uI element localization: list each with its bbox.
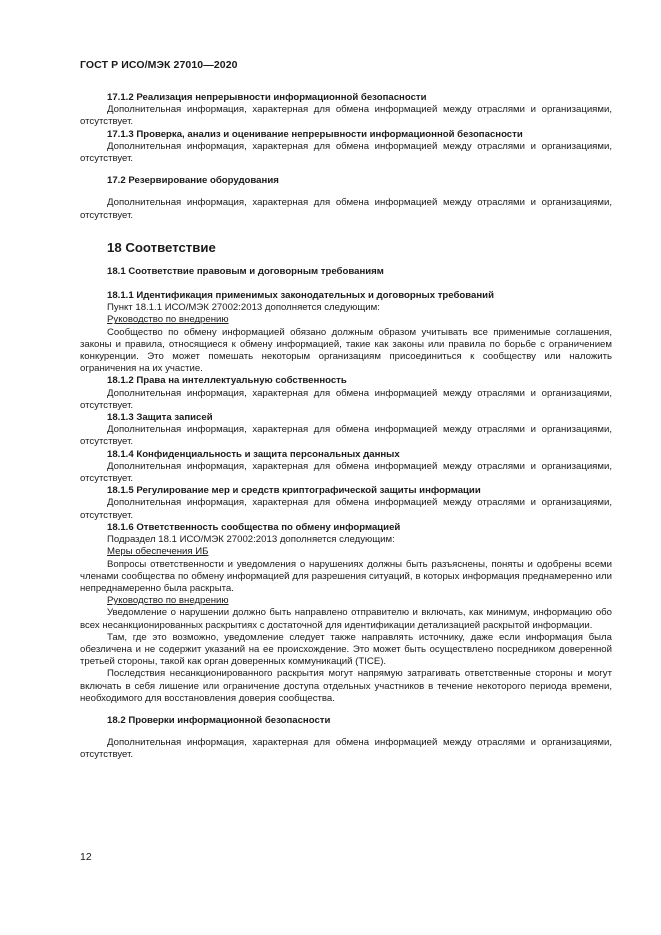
section-18-2-text: Дополнительная информация, характерная для обмена информацией между отраслями и организациями, отсутствует. xyxy=(80,737,612,761)
section-17-1-3-text: Дополнительная информация, характерная для обмена информацией между отраслями и организациями, отсутствует. xyxy=(80,140,612,165)
section-18-1-1-title: 18.1.1 Идентификация применимых законодательных и договорных требований xyxy=(107,290,494,302)
section-18-1-2-title: 18.1.2 Права на интеллектуальную собственность xyxy=(107,375,347,387)
section-18-1-6-guide-label: Руководство по внедрению xyxy=(107,595,229,607)
page-number: 12 xyxy=(80,851,92,863)
standard-header: ГОСТ Р ИСО/МЭК 27010—2020 xyxy=(80,59,238,71)
section-18-1-3-text: Дополнительная информация, характерная для обмена информацией между отраслями и организациями, отсутствует. xyxy=(80,424,612,448)
section-18-2-title: 18.2 Проверки информационной безопасности xyxy=(107,714,331,726)
section-18-1-5-title: 18.1.5 Регулирование мер и средств криптографической защиты информации xyxy=(107,485,481,497)
section-18-1-6-intro: Подраздел 18.1 ИСО/МЭК 27002:2013 дополняется следующим: xyxy=(107,534,395,546)
section-18-1-6-guide-p1: Уведомление о нарушении должно быть направлено отправителю и включать, как минимум, информацию обо всех несанкционированных раскрытиях с достаточной для идентификации детализацией раскрытой информации. xyxy=(80,607,612,631)
section-18-1-2-text: Дополнительная информация, характерная для обмена информацией между отраслями и организациями, отсутствует. xyxy=(80,387,612,411)
section-18-1-6-title: 18.1.6 Ответственность сообщества по обмену информацией xyxy=(107,521,401,533)
section-18-1-1-text: Сообщество по обмену информацией обязано должным образом учитывать все применимые соглашения, законы и правила, относящиеся к обмену информацией, такие как законы или правила по борьбе с ограничением конкуренции. Это может помешать некоторым организациям присоединиться к сообществу или наложить ограничения на их участие. xyxy=(80,326,612,375)
section-17-1-3-title: 17.1.3 Проверка, анализ и оценивание непрерывности информационной безопасности xyxy=(107,128,523,140)
section-18-1-1-intro: Пункт 18.1.1 ИСО/МЭК 27002:2013 дополняется следующим: xyxy=(107,302,380,314)
section-18-1-4-text: Дополнительная информация, характерная для обмена информацией между отраслями и организациями, отсутствует. xyxy=(80,460,612,485)
section-18-title: 18 Соответствие xyxy=(107,239,216,255)
section-18-1-6-guide-p3: Последствия несанкционированного раскрытия могут напрямую затрагивать ответственные стороны и могут включать в себя лишение или ограничение доступа отдельных участников в течение некоторого периода времени, необходимого для восстановления доверия сообщества. xyxy=(80,668,612,704)
section-18-1-3-title: 18.1.3 Защита записей xyxy=(107,412,213,424)
section-18-1-6-measures-text: Вопросы ответственности и уведомления о нарушениях должны быть разъяснены, поняты и одобрены всеми членами сообщества по обмену информацией для разрешения ситуаций, в которых информация преднамеренно или непреднамеренно была раскрыта. xyxy=(80,558,612,594)
section-17-1-2-title: 17.1.2 Реализация непрерывности информационной безопасности xyxy=(107,92,427,103)
section-17-1-2-text: Дополнительная информация, характерная для обмена информацией между отраслями и организациями, отсутствует. xyxy=(80,104,612,128)
section-17-2-text: Дополнительная информация, характерная для обмена информацией между отраслями и организациями, отсутствует. xyxy=(80,197,612,221)
page-content xyxy=(80,92,612,762)
section-18-1-1-guide-label: Руководство по внедрению xyxy=(107,314,229,326)
section-18-1-4-title: 18.1.4 Конфиденциальность и защита персональных данных xyxy=(107,448,400,460)
section-18-1-6-measures-label: Меры обеспечения ИБ xyxy=(107,546,209,558)
section-18-1-6-guide-p2: Там, где это возможно, уведомление следует также направлять источнику, даже если информация была обезличена и не содержит указаний на ее происхождение. Это может быть осуществлено посредником доверенной третьей стороны, такой как орган доверенных коммуникаций (TICE). xyxy=(80,631,612,668)
section-18-1-title: 18.1 Соответствие правовым и договорным требованиям xyxy=(107,265,384,277)
section-17-2-title: 17.2 Резервирование оборудования xyxy=(107,175,279,187)
section-18-1-5-text: Дополнительная информация, характерная для обмена информацией между отраслями и организациями, отсутствует. xyxy=(80,497,612,521)
